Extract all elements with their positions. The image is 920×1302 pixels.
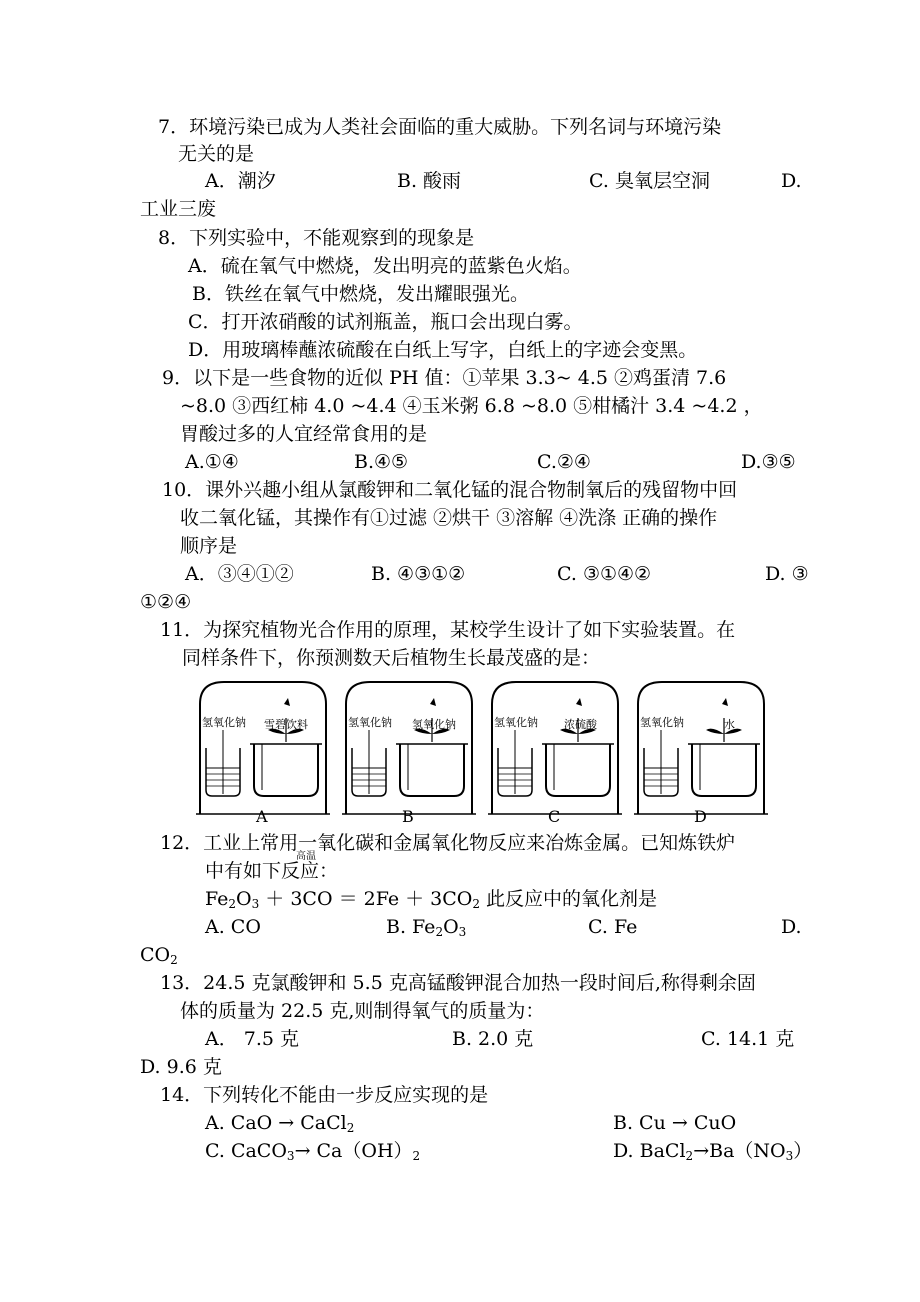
liquid-label-a: 雪碧饮料 [264,718,308,731]
q9-stem-line3: 胃酸过多的人宜经常食用的是 [180,423,428,445]
q14-option-c: C. CaCO$_3$→ $Ca(OH)_2$ [205,1140,421,1163]
q10-option-c: C. ③①④② [557,563,652,585]
liquid-label-c: 浓硫酸 [564,718,597,731]
q9-option-a: A.①④ [185,451,239,473]
plant-experiment-figure [192,676,772,826]
q9-option-d: D.③⑤ [741,451,796,473]
q14-option-a: A. CaO → CaCl$_2$ [205,1112,355,1135]
q8-stem: 8．下列实验中，不能观察到的现象是 [158,227,475,249]
q12-option-b: B. $Fe_2O_3$ [386,916,467,939]
q10-stem-line1: 10．课外兴趣小组从氯酸钾和二氧化锰的混合物制氧后的残留物中回 [162,479,738,501]
q12-equation: $Fe_2O_3 + 3CO = 2Fe + 3CO_2$ 此反应中的氧化剂是 [205,888,658,911]
q13-option-d-wrap: D. 9.6 克 [140,1056,222,1078]
setup-a [196,682,330,826]
q7-stem-line1: 7．环境污染已成为人类社会面临的重大威胁。下列名词与环境污染 [158,116,722,138]
q7-option-d-wrap: 工业三废 [140,198,217,220]
q8-option-c: C．打开浓硝酸的试剂瓶盖，瓶口会出现白雾。 [188,311,583,333]
q13-stem-line1: 13．24.5 克氯酸钾和 5.5 克高锰酸钾混合加热一段时间后,称得剩余固 [160,972,756,994]
q10-option-d: D. ③ [765,563,809,585]
q11-stem-line2: 同样条件下，你预测数天后植物生长最茂盛的是： [182,647,601,669]
q9-stem-line1: 9．以下是一些食物的近似 PH 值：①苹果 3.3~ 4.5 ②鸡蛋清 7.6 [162,367,727,389]
beaker-label-c: 氢氧化钠 [494,716,538,729]
q10-stem-line2: 收二氧化锰，其操作有①过滤 ②烘干 ③溶解 ④洗涤 正确的操作 [180,507,718,529]
q10-option-a: A．③④①② [185,563,294,585]
q9-option-b: B.④⑤ [354,451,409,473]
q14-option-b: B. Cu → CuO [613,1112,737,1134]
q9-stem-line2: ~8.0 ③西红柿 4.0 ~4.4 ④玉米粥 6.8 ~8.0 ⑤柑橘汁 3.4 ~4.2 ， [180,395,763,417]
q12-stem-line2: 中有如下反应： [205,860,339,882]
q10-option-b: B. ④③①② [371,563,466,585]
beaker-label-a: 氢氧化钠 [202,716,246,729]
setup-c [488,682,622,826]
q12-option-d-wrap: $CO_2$ [140,944,178,967]
liquid-label-b: 氢氧化钠 [412,718,456,731]
q7-option-b: B. 酸雨 [397,170,462,192]
q13-option-a: A． 7.5 克 [205,1028,300,1050]
q11-stem-line1: 11．为探究植物光合作用的原理，某校学生设计了如下实验装置。在 [160,619,736,641]
q13-option-b: B. 2.0 克 [452,1028,534,1050]
q13-stem-line2: 体的质量为 22.5 克,则制得氧气的质量为： [180,1000,545,1022]
panel-letter-b: B [402,807,414,826]
beaker-label-d: 氢氧化钠 [640,716,684,729]
q13-option-c: C. 14.1 克 [701,1028,795,1050]
q14-option-d: D. $BaCl_2\to Ba(NO_3)$ [613,1140,813,1163]
q12-option-c: C. Fe [588,916,638,938]
q12-stem-line1: 12．工业上常用一氧化碳和金属氧化物反应来冶炼金属。已知炼铁炉 [160,832,736,854]
setup-b [342,682,476,826]
panel-letter-c: C [548,807,561,826]
q12-reaction-condition: 高温 [296,851,316,862]
q14-stem: 14．下列转化不能由一步反应实现的是 [160,1084,489,1106]
setup-d [634,682,768,826]
q8-option-a: A．硫在氧气中燃烧，发出明亮的蓝紫色火焰。 [188,255,582,277]
q12-option-d: D. [781,916,802,938]
q8-option-d: D．用玻璃棒蘸浓硫酸在白纸上写字，白纸上的字迹会变黑。 [188,339,698,361]
panel-letter-d: D [694,807,707,826]
q7-option-d: D. [781,170,802,192]
q10-option-d-wrap: ①②④ [140,591,192,613]
q9-option-c: C.②④ [537,451,591,473]
q7-option-a: A．潮汐 [205,170,276,192]
q8-option-b: B．铁丝在氧气中燃烧，发出耀眼强光。 [192,283,529,305]
q7-stem-line2: 无关的是 [178,143,255,165]
q12-option-a: A. CO [205,916,261,938]
q10-stem-line3: 顺序是 [180,535,238,557]
q7-option-c: C. 臭氧层空洞 [589,170,710,192]
beaker-label-b: 氢氧化钠 [348,716,392,729]
panel-letter-a: A [256,807,268,826]
liquid-label-d: 水 [724,718,735,731]
